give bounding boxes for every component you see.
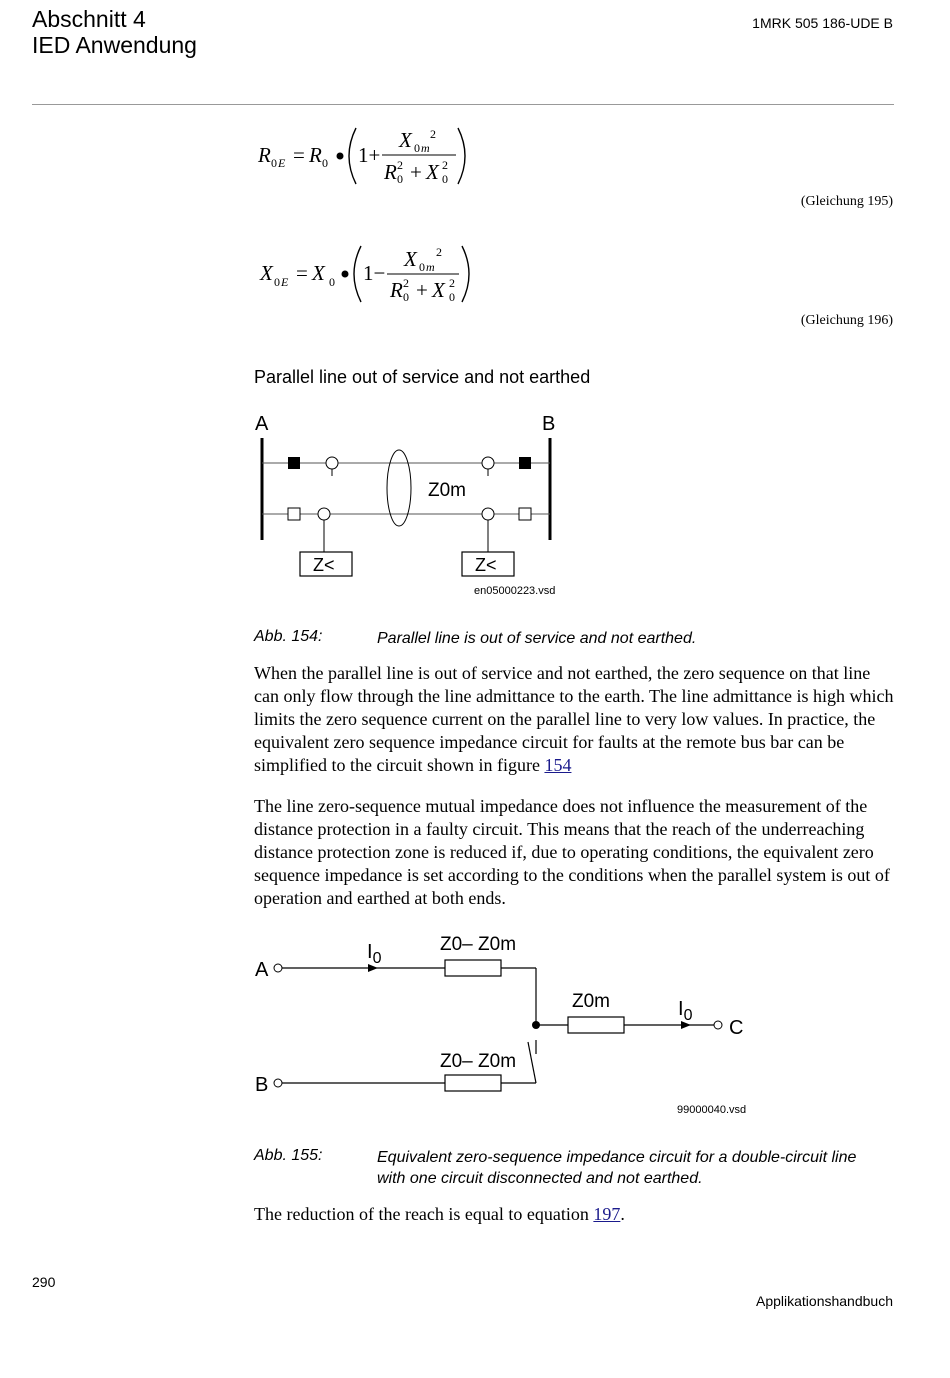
svg-text:=: = [296,261,308,285]
lower-impedance-label: Z0– Z0m [440,1051,517,1072]
svg-text:0: 0 [442,172,448,186]
svg-text:X: X [312,261,325,285]
svg-text:2: 2 [442,158,448,172]
figure-154-number: Abb. 154: [254,628,323,645]
node-label-b: B [255,1074,269,1096]
current-label-upper: $I_0$ [367,941,382,967]
svg-text:0: 0 [449,290,455,304]
relay-label-left: Z< [313,555,335,575]
breaker-closed-left [288,457,300,469]
svg-text:X: X [404,247,417,271]
terminal-b [274,1079,282,1087]
document-id: 1MRK 505 186-UDE B [752,15,893,31]
svg-text:R: R [384,160,397,184]
equation-label-196: (Gleichung 196) [800,313,893,328]
paragraph-3-end: . [620,1204,625,1224]
header-rule [32,104,894,105]
current-label-right: $I_0$ [678,998,693,1024]
svg-text:0: 0 [271,156,277,170]
svg-text:0: 0 [419,260,425,274]
ct-top-right [482,457,494,469]
mutual-coupling-ellipse [387,450,411,526]
svg-text:X: X [426,160,439,184]
svg-text:0: 0 [274,275,280,289]
figure-file-name: 99000040.vsd [677,1104,747,1116]
svg-text:R: R [309,143,322,167]
svg-text:+: + [410,160,422,184]
svg-text:2: 2 [397,158,403,172]
section-name: IED Anwendung [32,32,197,58]
svg-text:E: E [278,156,286,170]
equation-197-link[interactable]: 197 [593,1204,621,1224]
terminal-a [274,964,282,972]
equation-196 [254,242,474,312]
paragraph-1-text: When the parallel line is out of service and not earthed, the zero sequence on that line can only flow through the line admittance to the earth. The line admittance is high which limits the zero sequence current on the parallel line to very low values. In practice, the equivalent zero sequence impedance circuit for faults at the remote bus bar can be simplified to the circuit shown in figure [254,663,894,775]
svg-text:2: 2 [449,276,455,290]
figure-155-diagram [250,930,770,1120]
svg-text:2: 2 [430,127,436,141]
ct-bottom-right [482,508,494,520]
bus-label-a: A [255,413,269,435]
svg-text:2: 2 [403,276,409,290]
breaker-open-right [519,508,531,520]
relay-label-right: Z< [475,555,497,575]
svg-text:2: 2 [436,245,442,259]
svg-text:0: 0 [322,156,328,170]
figure-154-caption: Parallel line is out of service and not earthed. [377,630,697,647]
mutual-impedance-label: Z0m [428,480,466,501]
section-number: Abschnitt 4 [32,6,146,32]
paragraph-3-text: The reduction of the reach is equal to equation [254,1204,594,1224]
resistor-upper [445,960,501,976]
figure-154-diagram [250,405,570,600]
svg-text:m: m [426,260,435,274]
equation-195 [254,122,474,192]
svg-text:R: R [390,278,403,302]
svg-text:1−: 1− [363,261,386,285]
node-label-a: A [255,959,269,981]
figure-155-number: Abb. 155: [254,1147,323,1164]
svg-text:R: R [258,143,271,167]
body-paragraph-1 [254,662,896,777]
resistor-mid [568,1017,624,1033]
resistor-lower [445,1075,501,1091]
ct-bottom-left [318,508,330,520]
svg-text:E: E [281,275,289,289]
svg-text:0: 0 [397,172,403,186]
manual-name: Applikationshandbuch [756,1293,893,1309]
mid-impedance-label: Z0m [572,991,610,1012]
body-paragraph-3 [254,1203,896,1226]
subsection-heading: Parallel line out of service and not earthed [254,367,591,387]
svg-text:m: m [421,141,430,155]
ct-top-left [326,457,338,469]
figure-155-caption: Equivalent zero-sequence impedance circuit for a double-circuit line with one circuit disconnected and not earthed. [377,1149,857,1187]
svg-text:0: 0 [329,275,335,289]
svg-text:X: X [432,278,445,302]
page-number: 290 [32,1274,56,1290]
svg-text:0: 0 [403,290,409,304]
section-title [32,6,197,58]
body-paragraph-2 [254,795,896,910]
svg-text:1+: 1+ [358,143,381,167]
equation-label-195: (Gleichung 195) [800,194,893,209]
terminal-c [714,1021,722,1029]
svg-text:=: = [293,143,305,167]
svg-text:0: 0 [414,141,420,155]
upper-impedance-label: Z0– Z0m [440,934,517,955]
node-label-c: C [729,1017,744,1039]
svg-text:+: + [416,278,428,302]
figure-file-name: en05000223.vsd [474,585,556,597]
breaker-closed-right [519,457,531,469]
paragraph-2-text: The line zero-sequence mutual impedance does not influence the measurement of the distance protection in a faulty circuit. This means that the reach of the underreaching distance protection zone is reduced if, due to operating conditions, the equivalent zero sequence impedance is set according to the conditions when the parallel system is out of operation and earthed at both ends. [254,796,890,908]
bus-label-b: B [542,413,556,435]
breaker-open-left [288,508,300,520]
svg-text:X: X [399,128,412,152]
svg-text:X: X [260,261,273,285]
figure-154-link[interactable]: 154 [544,755,572,775]
